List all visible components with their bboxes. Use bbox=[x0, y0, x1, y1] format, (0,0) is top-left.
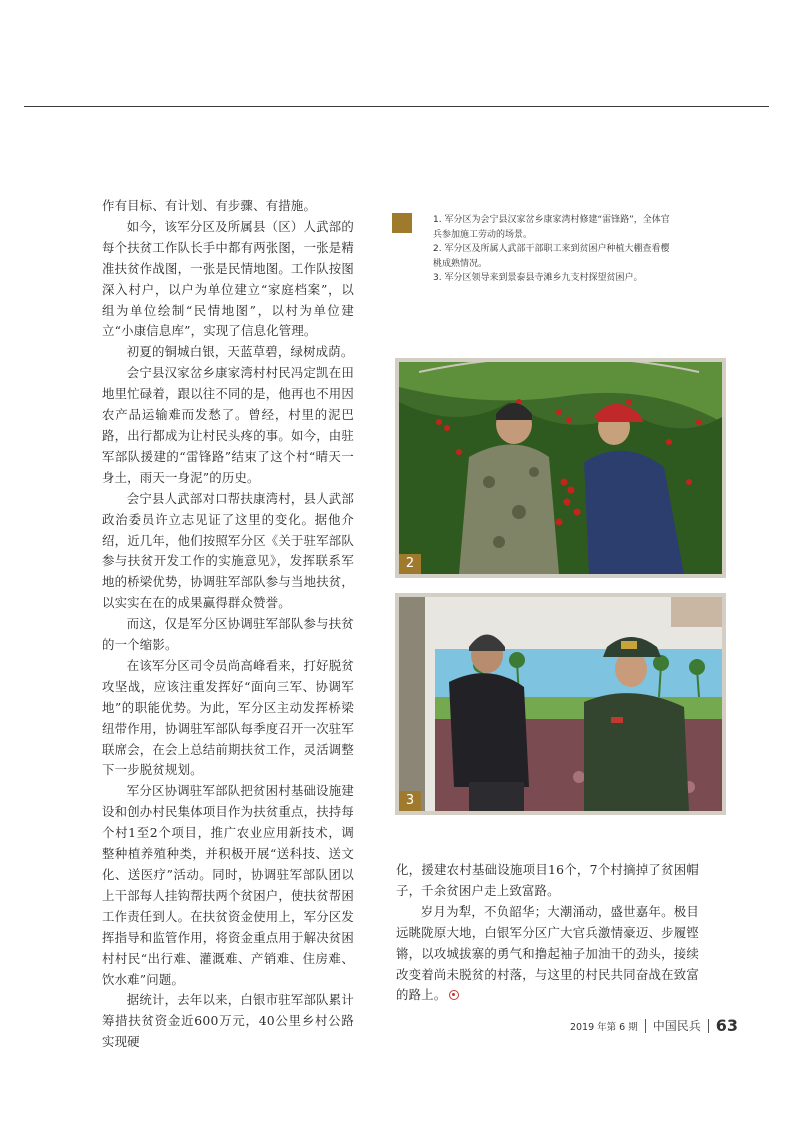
footer-divider bbox=[645, 1019, 646, 1033]
cherry-greenhouse-illustration bbox=[399, 362, 722, 574]
paragraph: 而这，仅是军分区协调驻军部队参与扶贫的一个缩影。 bbox=[102, 616, 354, 653]
article-column-right bbox=[396, 860, 699, 1006]
caption-list bbox=[433, 213, 678, 286]
caption-1: 1. 军分区为会宁县汉家岔乡康家湾村修建“雷锋路”，全体官兵参加施工劳动的场景。 bbox=[433, 215, 670, 240]
paragraph: 如今，该军分区及所属县（区）人武部的每个扶贫工作队长手中都有两张图，一张是精准扶贫作战图，一张是民情地图。工作队按图深入村户，以户为单位建立“家庭档案”，以组为单位绘制“民情地图”，以村为单位建立“小康信息库”，实现了信息化管理。 bbox=[102, 218, 354, 339]
paragraph: 作有目标、有计划、有步骤、有措施。 bbox=[102, 198, 317, 213]
paragraph: 会宁县人武部对口帮扶康湾村，县人武部政治委员许立志见证了这里的变化。据他介绍，近几年，他们按照军分区《关于驻军部队参与扶贫开发工作的实施意见》，发挥联系军地的桥梁优势，协调驻军部队参与当地扶贫，以实实在在的成果赢得群众赞誉。 bbox=[102, 490, 354, 611]
home-visit-photo bbox=[395, 593, 726, 815]
paragraph: 化，援建农村基础设施项目16个，7个村摘掉了贫困帽子，千余贫困户走上致富路。 bbox=[396, 862, 699, 898]
issue-label: 2019 年第 6 期 bbox=[569, 1021, 638, 1033]
header-rule bbox=[24, 106, 769, 107]
footer-divider bbox=[708, 1019, 709, 1033]
photo-number-3: 3 bbox=[399, 791, 421, 811]
caption-2: 2. 军分区及所属人武部干部职工来到贫困户种植大棚查看樱桃成熟情况。 bbox=[433, 244, 670, 269]
page-footer bbox=[570, 1016, 738, 1035]
caption-3: 3. 军分区领导来到景泰县寺滩乡九支村探望贫困户。 bbox=[433, 273, 643, 284]
article-column-left bbox=[102, 196, 354, 1053]
paragraph: 在该军分区司令员尚高峰看来，打好脱贫攻坚战，应该注重发挥好“面向三军、协调军地”的职能优势。为此，军分区主动发挥桥梁纽带作用，协调驻军部队每季度召开一次驻军联席会，在会上总结前期扶贫工作，灵活调整下一步脱贫规划。 bbox=[102, 657, 354, 778]
paragraph: 初夏的铜城白银，天蓝草碧，绿树成荫。 bbox=[126, 344, 354, 360]
paragraph: 岁月为犁，不负韶华；大潮涌动，盛世嘉年。极目远眺陇原大地，白银军分区广大官兵激情豪迈、步履铿锵，以攻城拔寨的勇气和撸起袖子加油干的劲头，接续改变着尚未脱贫的村落，与这里的村民共同奋战在致富的路上。 bbox=[396, 903, 699, 1003]
paragraph: 据统计，去年以来，白银市驻军部队累计筹措扶贫资金近600万元，40公里乡村公路实现硬 bbox=[102, 992, 354, 1050]
cherry-greenhouse-photo bbox=[395, 358, 726, 578]
home-visit-illustration bbox=[399, 597, 722, 811]
caption-marker bbox=[392, 213, 412, 233]
page-number: 63 bbox=[715, 1016, 738, 1035]
photo-number-2: 2 bbox=[399, 554, 421, 574]
paragraph: 军分区协调驻军部队把贫困村基础设施建设和创办村民集体项目作为扶贫重点，扶持每个村1至2个项目，推广农业应用新技术，调整种植养殖种类，并积极开展“送科技、送文化、送医疗”活动。同时，协调驻军部队团以上干部每人挂钩帮扶两个贫困户，使扶贫帮困工作责任到人。在扶贫资金使用上，军分区发挥指导和监管作用，将资金重点用于解决贫困村村民“出行难、灌溉难、产销难、住房难、饮水难”问题。 bbox=[102, 783, 354, 987]
magazine-name: 中国民兵 bbox=[652, 1019, 701, 1033]
paragraph: 会宁县汉家岔乡康家湾村村民冯定凯在田地里忙碌着，跟以往不同的是，他再也不用因农产品运输难而发愁了。曾经，村里的泥巴路，出行都成为让村民头疼的事。如今，由驻军部队援建的“雷锋路”结束了这个村“晴天一身土，雨天一身泥”的历史。 bbox=[102, 365, 354, 485]
article-end-icon bbox=[449, 990, 459, 1000]
